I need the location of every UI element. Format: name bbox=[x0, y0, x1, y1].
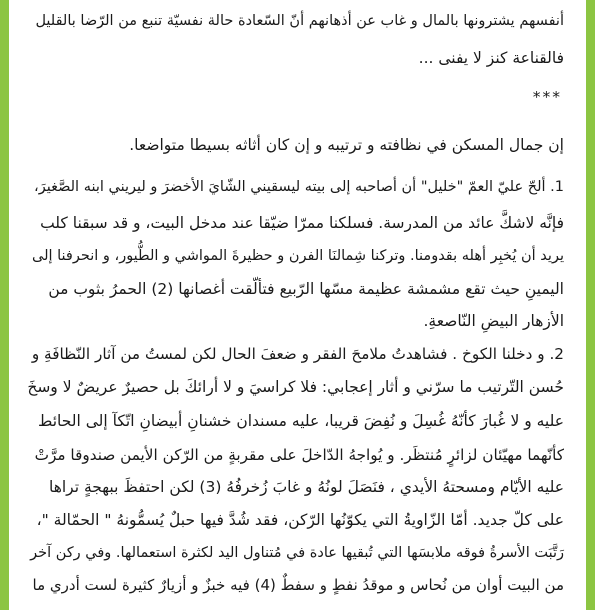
para1-line-5: الأزهار البيضِ النّاصعةِ. bbox=[423, 312, 564, 330]
intro-line-2: فالقناعة كنز لا يفنى ... bbox=[418, 49, 564, 67]
para2-line-8: من البيت أوان من نُحاس و موقدُ نفطٍ و سفطٌ (4) فيه خبزٌ و أزيارٌ كثيرة لست أدري ما bbox=[32, 576, 564, 594]
para1-line-3: يريد أن يُخبِر أهله بقدومنا. وتركنا شِمالنَا الفرن و حظيرةَ المواشي و الطُّيور، و انحرفنا إلى bbox=[32, 248, 564, 264]
para2-line-5: عليه الأيّام ومسحتهُ الأيدي ، فنَصَلَ لونُهُ و غابَ زُخرفُهُ (3) لكن احتفظَ ببهجةٍ تراها bbox=[48, 478, 564, 496]
topic-sentence: إن جمال المسكن في نظافته و ترتيبه و إن كان أثاثه بسيطا متواضعا. bbox=[129, 136, 564, 154]
para2-line-7: رَتَّبَت الأسرةُ فوقه ملابسَها التي تُبقيها عادة في مُتناول اليد لكثرة استعمالها. وفي ركن آخر bbox=[30, 545, 564, 561]
document-page bbox=[9, 0, 586, 610]
para1-line-4: اليمينِ حيث تقع مشمشة عظيمة مسّها الرّبيع فتألّقت أغصانها (2) الحمرُ بثوب من bbox=[48, 280, 564, 298]
para2-line-1: 2. و دخلنا الكوخ . فشاهدتُ ملامحَ الفقر و ضعفَ الحال لكن لمستُ من آثار النّظافَةِ و bbox=[31, 345, 564, 363]
separator: *** bbox=[532, 88, 562, 106]
para1-line-2: فإنَّه لاشكَّ عائد من المدرسة. فسلكنا ممرّا ضيّقا عند مدخل البيت، و قد سبقنا كلب bbox=[40, 214, 564, 232]
para2-line-6: على كلّ جديد. أمّا الزّاويةُ التي يكوّنُها الرّكن، فقد شُدَّ فيها حبلٌ يُسمُّونهُ " الحمّالة "، bbox=[36, 511, 564, 529]
right-page-border bbox=[586, 0, 595, 610]
para2-line-2: حُسن التّرتيب ما سرّني و أثار إعجابي: فلا كراسيَ و لا أرائكَ بل حصيرٌ عريضٌ لا وسخَ bbox=[27, 378, 564, 396]
para1-line-1: 1. ألحّ عليّ العمّ "خليل" أن أصاحبه إلى بيته ليسقيني الشّايَ الأخضرَ و ليريني ابنه الصَّغيرَ، bbox=[34, 179, 564, 195]
para2-line-3: عليه و لا غُبارَ كأنّهُ غُسِلَ و نُفِضَ قريبا، عليه مسندان خشنانِ أبيضانِ اتّكآ إلى الحائط bbox=[38, 412, 564, 430]
para2-line-4: كأنّهما مهيّئان لزائرٍ مُنتظَر. و يُواجهُ الدّاخلَ على مقربةٍ من الرّكن الأيمن صندوقا مرَّتْ bbox=[34, 446, 564, 464]
left-page-border bbox=[0, 0, 9, 610]
intro-line-1: أنفسهم يشترونها بالمال و غاب عن أذهانهم أنّ السّعادة حالة نفسيّة تنبع من الرّضا بالقليل bbox=[35, 13, 564, 29]
